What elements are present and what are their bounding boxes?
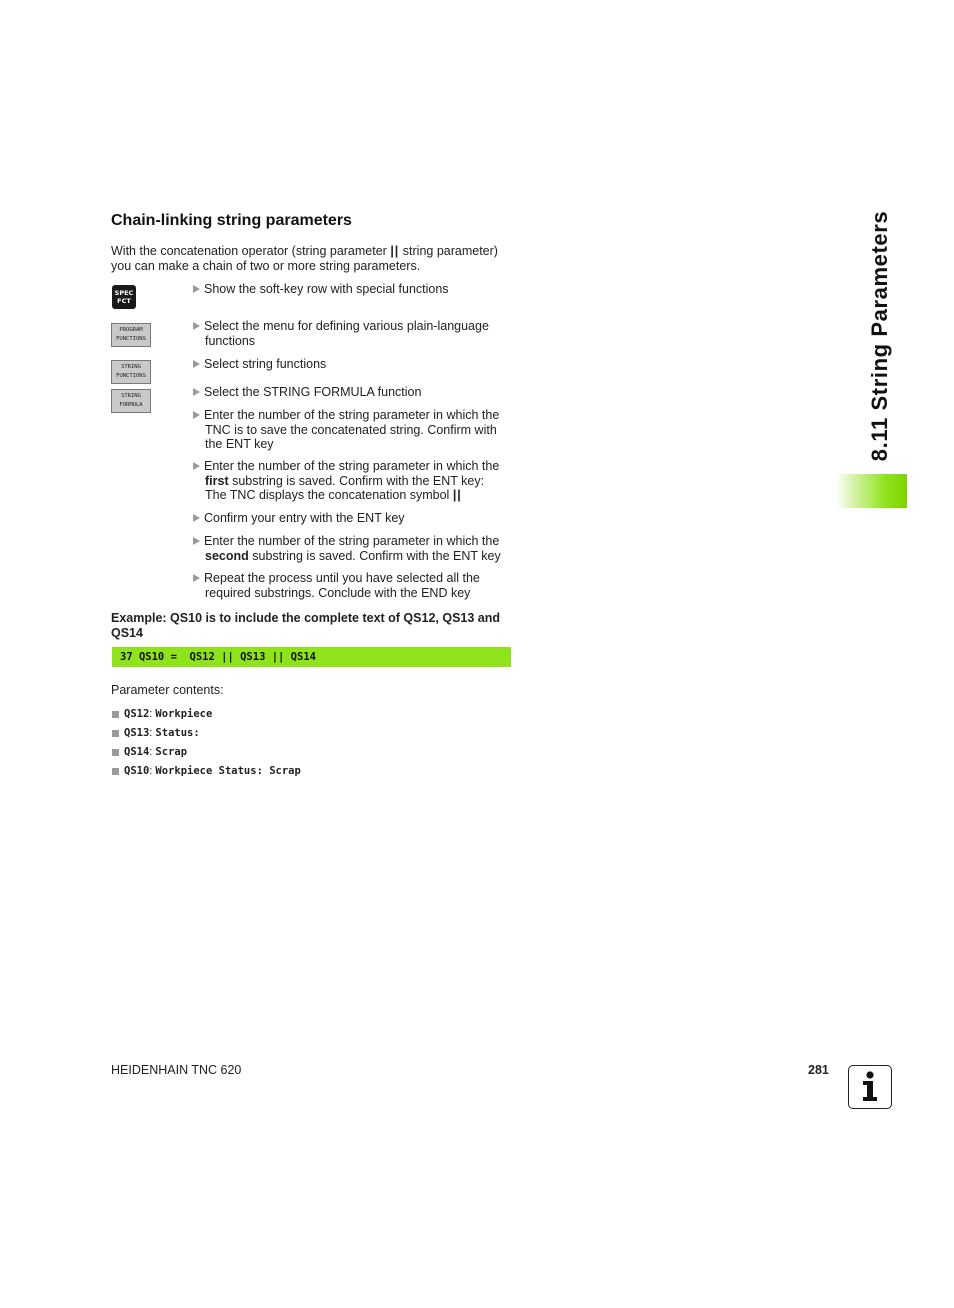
step-select-string-functions bbox=[193, 357, 513, 372]
string-functions-softkey-icon bbox=[111, 360, 151, 384]
param-value: Status: bbox=[155, 727, 200, 739]
step-line: required substrings. Conclude with the END key bbox=[205, 585, 471, 600]
param-name: QS13 bbox=[124, 727, 150, 739]
section-title: Chain-linking string parameters bbox=[111, 212, 352, 229]
softkey-label-line1: PROGRAM bbox=[119, 327, 143, 333]
softkey-label-line2: FORMULA bbox=[119, 402, 143, 408]
intro-text-after: string parameter) you can make a chain of two or more string parameters. bbox=[111, 244, 498, 273]
intro-text-before: With the concatenation operator (string parameter bbox=[111, 244, 391, 258]
list-item bbox=[111, 724, 301, 743]
program-functions-softkey-icon bbox=[111, 323, 151, 347]
key-label-line1: SPEC bbox=[114, 289, 134, 297]
step-confirm-entry bbox=[193, 511, 513, 526]
spec-fct-key-icon bbox=[112, 285, 136, 309]
square-bullet-icon bbox=[112, 749, 119, 756]
param-name: QS12 bbox=[124, 708, 150, 720]
step-line: Select the menu for defining various plain-language bbox=[204, 319, 489, 333]
square-bullet-icon bbox=[112, 730, 119, 737]
param-separator: : bbox=[149, 727, 156, 739]
triangle-bullet-icon bbox=[193, 514, 200, 522]
parameter-contents-label: Parameter contents: bbox=[111, 683, 224, 697]
step-line: Enter the number of the string parameter in which the bbox=[204, 408, 500, 422]
step-repeat-process bbox=[193, 571, 513, 600]
parameter-list bbox=[111, 705, 301, 781]
concat-operator: || bbox=[390, 244, 400, 258]
softkey-label-line1: STRING bbox=[121, 393, 141, 399]
param-separator: : bbox=[149, 746, 156, 758]
step-text: Select string functions bbox=[204, 357, 327, 371]
param-separator: : bbox=[149, 765, 156, 777]
square-bullet-icon bbox=[112, 711, 119, 718]
list-item bbox=[111, 705, 301, 724]
triangle-bullet-icon bbox=[193, 537, 200, 545]
step-line: the ENT key bbox=[205, 437, 274, 451]
step-text: Confirm your entry with the ENT key bbox=[204, 511, 405, 525]
step-line: Repeat the process until you have selected all the bbox=[204, 571, 480, 585]
step-text bbox=[193, 319, 513, 348]
step-line: Enter the number of the string parameter in which the bbox=[204, 459, 500, 473]
step-line: The TNC displays the concatenation symbol bbox=[205, 488, 453, 502]
softkey-label-line1: STRING bbox=[121, 364, 141, 370]
step-text: Show the soft-key row with special functions bbox=[204, 282, 449, 296]
softkey-label-line2: FUNCTIONS bbox=[116, 336, 146, 342]
example-heading: Example: QS10 is to include the complete text of QS12, QS13 and QS14 bbox=[111, 611, 501, 640]
step-text bbox=[193, 571, 513, 600]
step-emphasis: second bbox=[205, 548, 249, 563]
triangle-bullet-icon bbox=[193, 388, 200, 396]
intro-paragraph bbox=[111, 244, 511, 273]
param-separator: : bbox=[149, 708, 156, 720]
chapter-side-title: 8.11 String Parameters bbox=[867, 210, 892, 462]
step-text bbox=[193, 459, 513, 503]
step-line: substring is saved. Confirm with the ENT key: bbox=[228, 473, 485, 488]
page-number: 281 bbox=[808, 1063, 829, 1077]
triangle-bullet-icon bbox=[193, 411, 200, 419]
step-line: TNC is to save the concatenated string. Confirm with bbox=[205, 422, 497, 437]
step-show-special-functions bbox=[193, 282, 513, 297]
param-name: QS10 bbox=[124, 765, 150, 777]
list-item bbox=[111, 743, 301, 762]
triangle-bullet-icon bbox=[193, 462, 200, 470]
step-enter-target-parameter bbox=[193, 408, 513, 452]
square-bullet-icon bbox=[112, 768, 119, 775]
info-icon bbox=[848, 1065, 892, 1109]
param-value: Workpiece bbox=[155, 708, 213, 720]
step-line: Enter the number of the string parameter in which the bbox=[204, 534, 500, 548]
string-formula-softkey-icon bbox=[111, 389, 151, 413]
step-enter-first-substring bbox=[193, 459, 513, 503]
list-item bbox=[111, 762, 301, 781]
concat-symbol: || bbox=[452, 488, 462, 502]
triangle-bullet-icon bbox=[193, 360, 200, 368]
footer-manual-name: HEIDENHAIN TNC 620 bbox=[111, 1063, 242, 1077]
step-line: functions bbox=[205, 333, 256, 348]
code-example: 37 QS10 = QS12 || QS13 || QS14 bbox=[112, 647, 511, 667]
step-line: substring is saved. Confirm with the ENT key bbox=[248, 548, 501, 563]
triangle-bullet-icon bbox=[193, 285, 200, 293]
step-emphasis: first bbox=[205, 473, 229, 488]
step-text bbox=[193, 408, 513, 452]
step-text: Select the STRING FORMULA function bbox=[204, 385, 422, 399]
step-enter-second-substring bbox=[193, 534, 513, 563]
param-value: Scrap bbox=[155, 746, 188, 758]
param-name: QS14 bbox=[124, 746, 150, 758]
step-select-string-formula bbox=[193, 385, 513, 400]
step-text bbox=[193, 534, 513, 563]
key-label-line2: FCT bbox=[117, 297, 131, 305]
step-select-menu bbox=[193, 319, 513, 348]
param-value: Workpiece Status: Scrap bbox=[155, 765, 301, 777]
softkey-label-line2: FUNCTIONS bbox=[116, 373, 146, 379]
triangle-bullet-icon bbox=[193, 574, 200, 582]
chapter-tab-marker bbox=[836, 474, 907, 508]
triangle-bullet-icon bbox=[193, 322, 200, 330]
